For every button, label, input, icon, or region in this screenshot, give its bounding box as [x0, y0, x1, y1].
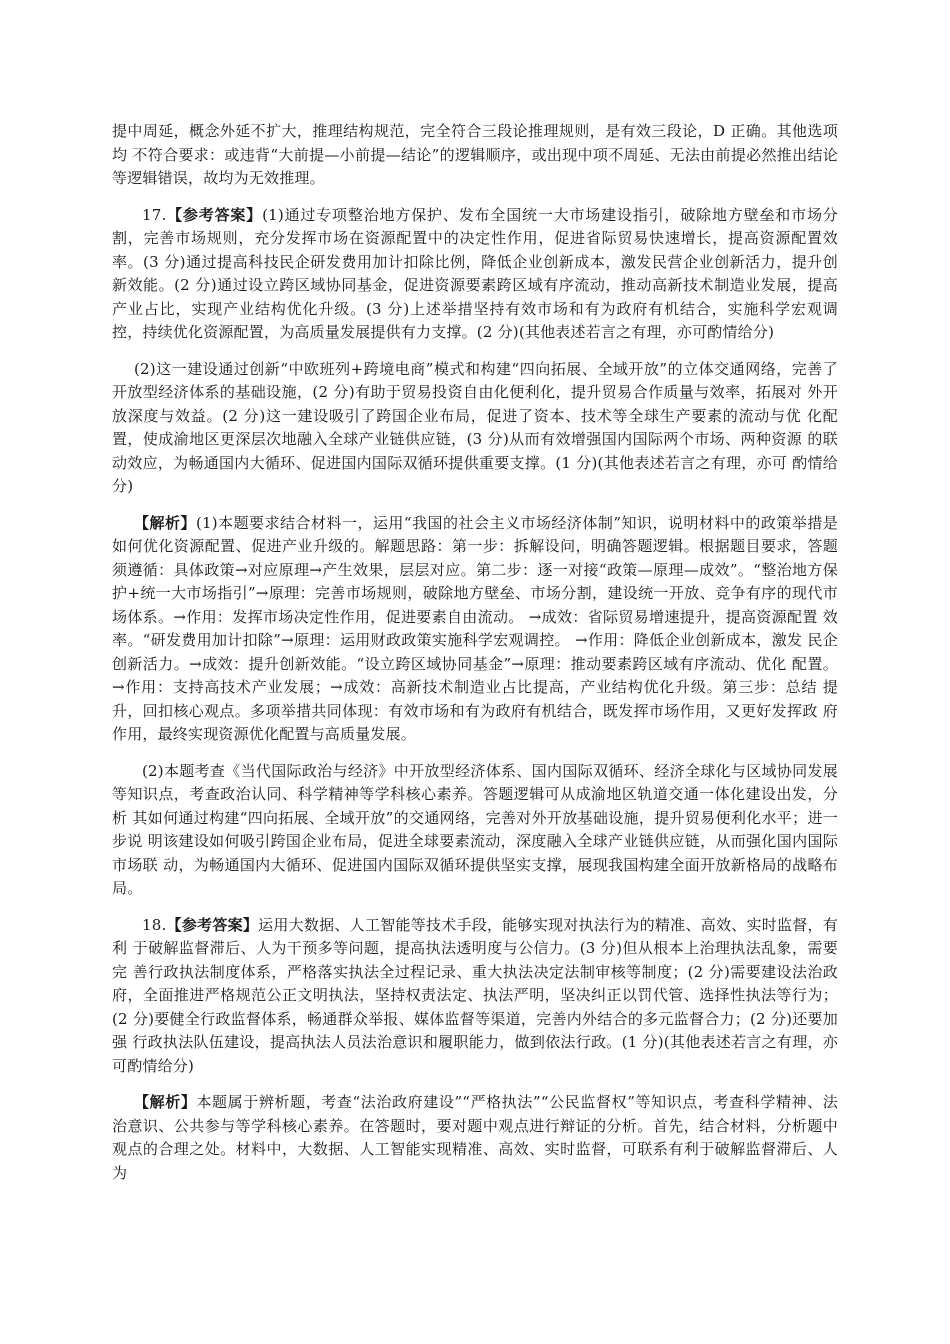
answer-label: 【参考答案】 [166, 915, 259, 934]
answer-18 [112, 914, 838, 1079]
paragraph-continuation [112, 120, 838, 191]
analysis-18 [112, 1091, 838, 1185]
paragraph-text: 提中周延，概念外延不扩大，推理结构规范，完全符合三段论推理规则，是有效三段论，D 正确。其他选项均 不符合要求：或违背“大前提—小前提—结论”的逻辑顺序，或出现中项不周延、无法由前提必然推出结论 等逻辑错误，故均为无效推理。 [112, 122, 838, 187]
answer-text: 运用大数据、人工智能等技术手段，能够实现对执法行为的精准、高效、实时监督，有利 于破解监督滞后、人为干预多等问题，提高执法透明度与公信力。(3 分)但从根本上治理执法乱象，需要完 善行政执法制度体系，严格落实执法全过程记录、重大执法决定法制审核等制度；(2 分)需要建设法治政 府，全面推进严格规范公正文明执法，坚持权责法定、执法严明，坚决纠正以罚代管、选择性执法等行为；(2 分)要健全行政监督体系，畅通群众举报、媒体监督等渠道，完善内外结合的多元监督合力；(2 分)还要加强 行政执法队伍建设，提高执法人员法治意识和履职能力，做到依法行政。(1 分)(其他表述若言之有理，亦 可酌情给分) [112, 915, 838, 1075]
question-number: 17. [142, 205, 167, 224]
answer-17 [112, 204, 838, 345]
answer-17-part-2 [112, 358, 838, 499]
analysis-text: 本题属于辨析题，考查“法治政府建设”“严格执法”“公民监督权”等知识点，考查科学精神、法 治意识、公共参与等学科核心素养。在答题时，要对题中观点进行辩证的分析。首先，结合材料，分析题中 观点的合理之处。材料中，大数据、人工智能实现精准、高效、实时监督，可联系有利于破解监督滞后、人为 [112, 1093, 838, 1182]
question-number: 18. [142, 915, 167, 934]
document-page [112, 120, 838, 1198]
analysis-text: (1)本题要求结合材料一，运用“我国的社会主义市场经济体制”知识，说明材料中的政策举措是如何优化资源配置、促进产业升级的。解题思路：第一步：拆解设问，明确答题逻辑。根据题目要求，答题须遵循：具体政策→对应原理→产生效果，层层对应。第二步：逐一对接“政策—原理—成效”。“整治地方保护+统一大市场指引”→原理：完善市场规则，破除地方壁垒、市场分割，建设统一开放、竞争有序的现代市场体系。→作用：发挥市场决定性作用，促进要素自由流动。 →成效：省际贸易增速提升，提高资源配置 效率。“研发费用加计扣除”→原理：运用财政政策实施科学宏观调控。 →作用：降低企业创新成本，激发 民企创新活力。→成效：提升创新效能。“设立跨区域协同基金”→原理：推动要素跨区域有序流动、优化 配置。→作用：支持高技术产业发展；→成效：高新技术制造业占比提高，产业结构优化升级。第三步：总结 提升，回扣核心观点。多项举措共同体现：有效市场和有为政府有机结合，既发挥市场作用，又更好发挥政 府作用，最终实现资源优化配置与高质量发展。 [112, 513, 839, 743]
analysis-17-part-2 [112, 760, 838, 901]
answer-text: (1)通过专项整治地方保护、发布全国统一大市场建设指引，破除地方壁垒和市场分割，完善市场规则，充分发挥市场在资源配置中的决定性作用，促进省际贸易快速增长，提高资源配置效率。(3 分)通过提高科技民企研发费用加计扣除比例，降低企业创新成本，激发民营企业创新活力，提升创新效能。(2 分)通过设立跨区域协同基金，促进资源要素跨区域有序流动，推动高新技术制造业发展，提高产业占比，实现产业结构优化升级。(3 分)上述举措坚持有效市场和有为政府有机结合，实施科学宏观调控，持续优化资源配置，为高质量发展提供有力支撑。(2 分)(其他表述若言之有理，亦可酌情给分) [112, 205, 839, 341]
analysis-text: (2)本题考查《当代国际政治与经济》中开放型经济体系、国内国际双循环、经济全球化与区域协同发展 等知识点，考查政治认同、科学精神等学科核心素养。答题逻辑可从成渝地区轨道交通一体化建设出发，分析 其如何通过构建“四向拓展、全域开放”的交通网络，完善对外开放基础设施，提升贸易便利化水平；进一步说 明该建设如何吸引跨国企业布局，促进全球要素流动，深度融入全球产业链供应链，从而强化国内国际市场联 动，为畅通国内大循环、促进国内国际双循环提供坚实支撑，展现我国构建全面开放新格局的战略布局。 [112, 761, 838, 897]
answer-text: (2)这一建设通过创新“中欧班列+跨境电商”模式和构建“四向拓展、全域开放”的立体交通网络，完善了开放型经济体系的基础设施，(2 分)有助于贸易投资自由化便利化，提升贸易合作质量与效率，拓展对 外开放深度与效益。(2 分)这一建设吸引了跨国企业布局，促进了资本、技术等全球生产要素的流动与优 化配置，使成渝地区更深层次地融入全球产业链供应链，(3 分)从而有效增强国内国际两个市场、两种资源 的联动效应，为畅通国内大循环、促进国内国际双循环提供重要支撑。(1 分)(其他表述若言之有理，亦可 酌情给分) [112, 359, 838, 495]
analysis-17-part-1 [112, 512, 838, 747]
analysis-label: 【解析】 [134, 513, 196, 532]
analysis-label: 【解析】 [134, 1093, 197, 1111]
answer-label: 【参考答案】 [166, 205, 263, 224]
